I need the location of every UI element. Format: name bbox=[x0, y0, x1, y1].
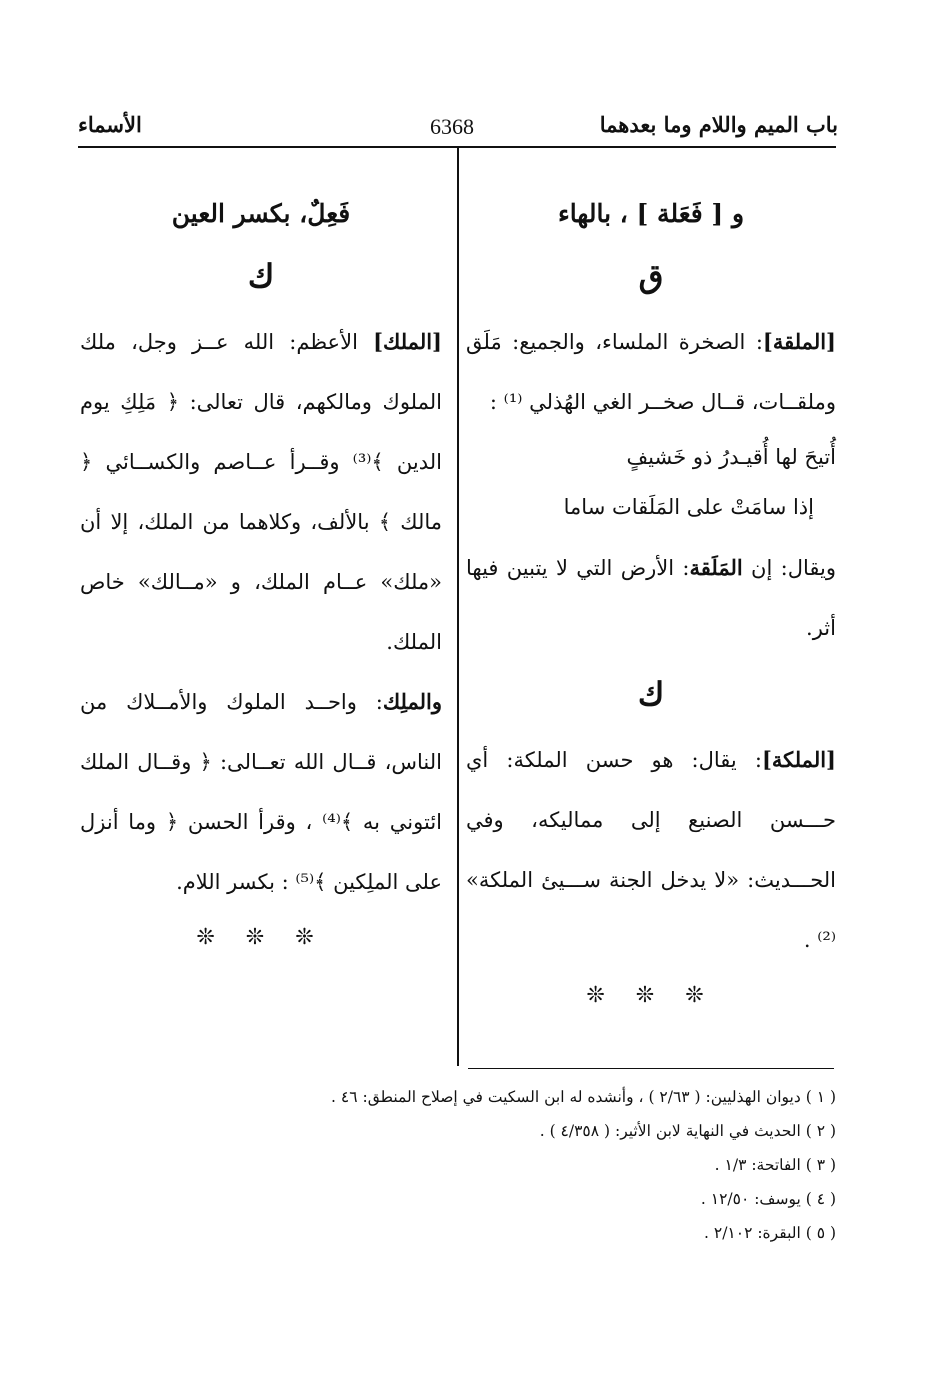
entry-mulqa bbox=[466, 312, 836, 432]
footnote: ( ٢ ) الحديث في النهاية لابن الأثير: ( ٤/٣٥٨ ) . bbox=[539, 1122, 836, 1140]
entry-malik-text: الأعظم: الله عــز وجل، ملك الملوك ومالكهم، قال تعالى: ﴿ مَلِكِ يوم الدين ﴾⁽³⁾ وقــرأ عــاصم والكســائي ﴿ مالك ﴾ بالألف، وكلاهما من الملك، إلا أن «ملك» عــام الملك، و «مــالك» خاص الملك. bbox=[80, 330, 442, 654]
left-section-title: فَعِلٌ، بكسر العين bbox=[171, 199, 351, 228]
footnotes bbox=[276, 1080, 836, 1250]
entry-malaka-text: : يقال: هو حسن الملكة: أي حـــسن الصنيع إلى مماليكه، وفي الحـــديث: «لا يدخل الجنة ســـيئ الملكة» ⁽²⁾ . bbox=[466, 748, 836, 952]
section-heading: الأسماء bbox=[78, 112, 142, 137]
headword-malaqa: المَلَقة bbox=[689, 555, 743, 580]
letter-qaf-heading: ق bbox=[638, 257, 664, 295]
entry-malaqa-text: : الأرض التي لا يتبين فيها أثر. bbox=[466, 556, 836, 640]
headword-mulqa: [الملقة] bbox=[762, 329, 836, 354]
headword-malaka: [الملكة] bbox=[761, 747, 836, 772]
column-divider bbox=[457, 146, 459, 1066]
letter-kaf-heading-right: ك bbox=[637, 675, 665, 713]
headword-malik: [الملك] bbox=[373, 329, 442, 354]
left-column bbox=[80, 188, 442, 960]
entry-malaka bbox=[466, 730, 836, 970]
entry-malik bbox=[80, 312, 442, 672]
verse-line-1: أُتيحَ لها أُقيـدرُ ذو خَشيفٍ bbox=[626, 445, 836, 469]
footnote: ( ٥ ) البقرة: ٢/١٠٢ . bbox=[704, 1224, 836, 1242]
entry-malaqa-lead: ويقال: إن bbox=[751, 556, 836, 580]
entry-mulqa-text: : الصخرة الملساء، والجميع: مَلَق وملقــات، قــال صخــر الغي الهُذلي ⁽¹⁾ : bbox=[466, 330, 836, 414]
footnote-rule bbox=[468, 1068, 834, 1069]
footnote: ( ٣ ) الفاتحة: ١/٣ . bbox=[714, 1156, 836, 1174]
right-column bbox=[466, 188, 836, 1018]
footnote: ( ١ ) ديوان الهذليين: ( ٢/٦٣ ) ، وأنشده له ابن السكيت في إصلاح المنطق: ٤٦ . bbox=[331, 1088, 836, 1106]
entry-malik-plural-text: : واحــد الملوك والأمــلاك من الناس، قــال الله تعــالى: ﴿ وقــال الملك ائتوني به ﴾⁽⁴⁾ ، وقرأ الحسن ﴿ وما أنزل على الملِكين ﴾⁽⁵⁾ : بكسر اللام. bbox=[80, 690, 442, 894]
footnote: ( ٤ ) يوسف: ١٢/٥٠ . bbox=[700, 1190, 836, 1208]
verse-line-2: إذا سامَتْ على المَلَقات ساما bbox=[563, 495, 814, 519]
chapter-heading: باب الميم واللام وما بعدهما bbox=[599, 112, 838, 137]
right-section-title: و [ فَعَلة ] ، بالهاء bbox=[557, 199, 745, 228]
entry-malaqa bbox=[466, 538, 836, 658]
letter-kaf-heading-left: ك bbox=[247, 257, 275, 295]
page-number: 6368 bbox=[430, 114, 474, 139]
section-end-ornament-right: ❊ ❊ ❊ bbox=[586, 983, 716, 1008]
section-end-ornament-left: ❊ ❊ ❊ bbox=[196, 925, 326, 950]
headword-almalik: والملِك bbox=[382, 689, 442, 714]
entry-malik-plural bbox=[80, 672, 442, 912]
